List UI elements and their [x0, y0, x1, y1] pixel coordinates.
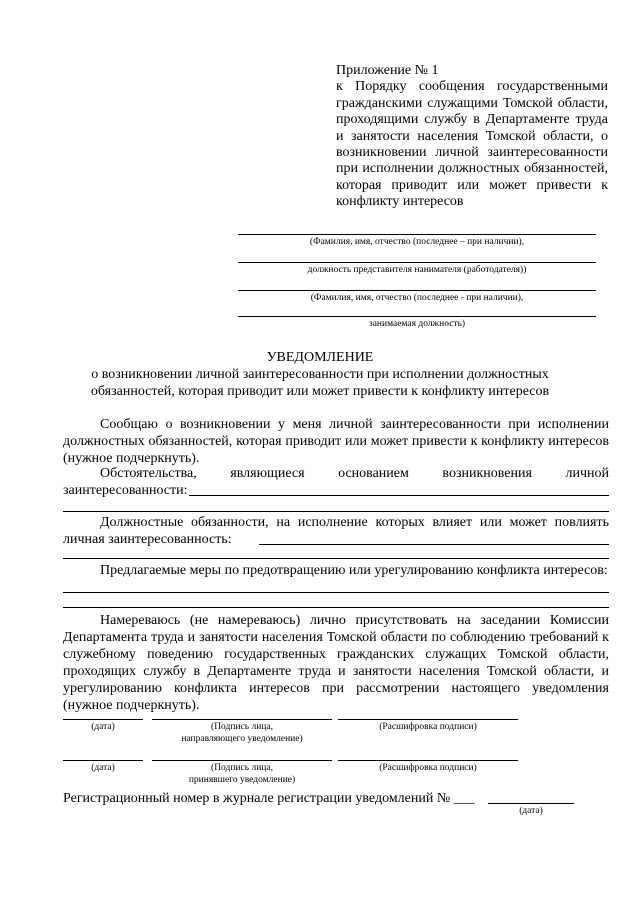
registration-date-line — [488, 803, 574, 804]
measures-line-1 — [63, 592, 609, 593]
addressee-line-2 — [238, 262, 596, 263]
addressee-caption-2: должность представителя нанимателя (работодателя)) — [307, 265, 527, 275]
sig2-signature-caption-2: принявшего уведомление) — [188, 775, 296, 785]
sig2-decoding-caption: (Расшифровка подписи) — [379, 763, 477, 773]
paragraph-5: Намереваюсь (не намереваюсь) лично присутствовать на заседании Комиссии Департамента труда и занятости населения Томской области по соблюдению требований к служебному поведению государственных гражданских служащих Томской области, проходящих службу в Департаменте труда и занятости населения Томской области, и урегулированию конфликта интересов при рассмотрении настоящего уведомления (нужное подчеркнуть). — [63, 613, 609, 713]
sig1-signature-line — [152, 719, 332, 720]
sig2-date-line — [63, 760, 143, 761]
circumstances-line-2 — [63, 511, 609, 512]
registration-date-caption: (дата) — [519, 806, 543, 816]
addressee-line-1 — [238, 234, 596, 235]
paragraph-2-line-1: Обстоятельства, являющиеся основанием возникновения личной — [100, 466, 609, 481]
sig2-signature-line — [152, 760, 332, 761]
sig2-signature-caption-1: (Подпись лица, — [211, 763, 273, 773]
circumstances-line-1 — [189, 495, 609, 496]
addressee-line-4 — [238, 316, 596, 317]
sig1-date-caption: (дата) — [91, 722, 115, 732]
addressee-line-3 — [238, 290, 596, 291]
measures-line-2 — [63, 607, 609, 608]
appendix-block — [336, 63, 608, 211]
notice-subheading-2: обязанностей, которая приводит или может привести к конфликту интересов — [90, 384, 550, 399]
sig1-signature-caption-1: (Подпись лица, — [211, 722, 273, 732]
paragraph-4: Предлагаемые меры по предотвращению или урегулированию конфликта интересов: — [100, 563, 608, 578]
paragraph-1: Сообщаю о возникновении у меня личной заинтересованности при исполнении должностных обязанностей, которая приводит или может привести к конфликту интересов (нужное подчеркнуть). — [63, 417, 609, 466]
addressee-caption-1: (Фамилия, имя, отчество (последнее – при наличии), — [309, 237, 525, 247]
notice-subheading-1: о возникновении личной заинтересованности при исполнении должностных — [91, 367, 549, 382]
paragraph-2-label: заинтересованности: — [63, 483, 188, 498]
registration-number-text: Регистрационный номер в журнале регистрации уведомлений № ___ — [63, 791, 475, 806]
addressee-caption-4: занимаемая должность) — [368, 319, 466, 329]
appendix-title: Приложение № 1 — [336, 63, 439, 78]
paragraph-3-line-1: Должностные обязанности, на исполнение которых влияет или может повлиять — [100, 515, 609, 530]
duties-line-2 — [63, 558, 609, 559]
addressee-caption-3: (Фамилия, имя, отчество (последнее - при наличии), — [310, 293, 524, 303]
sig1-decoding-line — [338, 719, 518, 720]
duties-line-1 — [259, 544, 609, 545]
appendix-text: к Порядку сообщения государственными гражданскими служащими Томской области, проходящими службу в Департаменте труда и занятости населения Томской области, о возникновении личной заинтересованности при исполнении должностных обязанностей, которая приводит или может привести к конфликту интересов — [336, 79, 608, 210]
sig1-signature-caption-2: направляющего уведомление) — [181, 734, 303, 744]
sig2-decoding-line — [338, 760, 518, 761]
notice-heading: УВЕДОМЛЕНИЕ — [266, 350, 374, 365]
sig2-date-caption: (дата) — [91, 763, 115, 773]
paragraph-3-label: личная заинтересованность: — [63, 532, 232, 547]
sig1-date-line — [63, 719, 143, 720]
sig1-decoding-caption: (Расшифровка подписи) — [379, 722, 477, 732]
